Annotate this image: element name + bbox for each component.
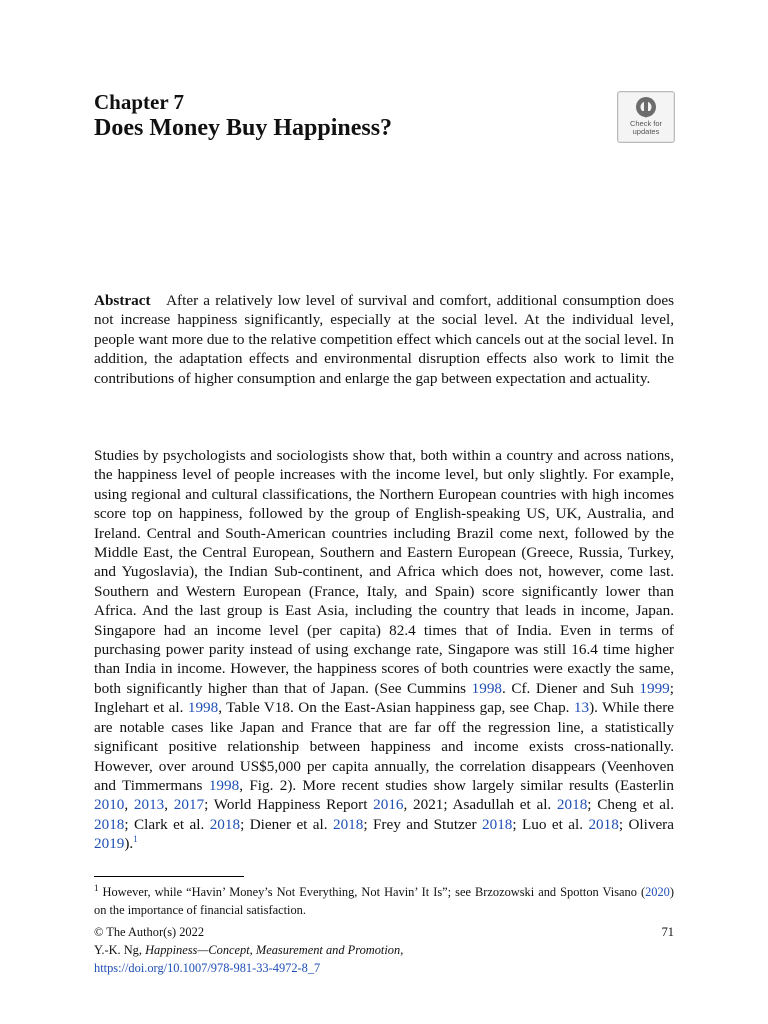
copyright-footer: [94, 923, 674, 977]
body-paragraph: Studies by psychologists and sociologists show that, both within a country and across nations, the happiness level of people increases with the income level, but only slightly. For example, using regional and cultural classifications, the Northern European countries with high incomes score top on happiness, followed by the group of English-speaking US, UK, Australia, and Ireland. Central and South-American countries including Brazil come next, followed by the Middle East, the Central European, Southern and Eastern European (Greece, Russia, Turkey, and Yugoslavia), the Indian Sub-continent, and Africa which does not, however, come last. Southern and Western European (France, Italy, and Spain) score significantly lower than Africa. And the last group is East Asia, including the country that leads in income, Japan. Singapore had an income level (per capita) 82.4 times that of India. Even in terms of purchasing power parity instead of using exchange rate, Singapore was still 16.4 time higher than India in income. However, the happiness scores of both countries were exactly the same, both significantly higher than that of Japan. (See Cummins 1998. Cf. Diener and Suh 1999; Inglehart et al. 1998, Table V18. On the East-Asian happiness gap, see Chap. 13). While there are notable cases like Japan and France that are far off the regression line, a statistically significant positive relationship between happiness and income exists cross-nationally. However, over around US$5,000 per capita annually, the correlation disappears (Veenhoven and Timmermans 1998, Fig. 2). More recent studies show largely similar results (Easterlin 2010, 2013, 2017; World Happiness Report 2016, 2021; Asadullah et al. 2018; Cheng et al. 2018; Clark et al. 2018; Diener et al. 2018; Frey and Stutzer 2018; Luo et al. 2018; Olivera 2019).$^1$: [94, 447, 675, 853]
footnote-number: 1: [94, 882, 99, 893]
citation-link[interactable]: 2017: [173, 796, 205, 814]
footnote: $^1$ However, while “Havin’ Money’s Not Everything, Not Havin’ It Is”; see Brzozowski and Spotton Visano (2020) on the importance of financial satisfaction.: [94, 882, 674, 917]
citation-link[interactable]: 2018: [482, 815, 513, 833]
badge-label: Check for updates: [629, 119, 663, 136]
citation-link[interactable]: 1998: [208, 776, 240, 794]
abstract-text: After a relatively low level of survival and comfort, additional consumption does not increase happiness significantly, especially at the social level. At the individual level, people want more due to the relative competition effect which cancels out at the social level. In addition, the adaptation effects and environmental disruption effects also work to limit the contributions of higher consumption and enlarge the gap between expectation and actuality.: [94, 292, 674, 387]
citation-link[interactable]: 2018: [209, 815, 241, 833]
abstract-label: Abstract: [94, 292, 151, 309]
book-title: Happiness—Concept, Measurement and Promotion: [145, 943, 401, 957]
page-number: 71: [661, 925, 674, 939]
citation-link[interactable]: 2018: [332, 815, 364, 833]
citation-link[interactable]: 2020: [645, 885, 670, 899]
doi-link[interactable]: https://doi.org/10.1007/978-981-33-4972-8_7: [94, 961, 321, 975]
check-for-updates-badge[interactable]: [617, 91, 675, 143]
footnote-divider: [94, 876, 244, 877]
citation-link[interactable]: 2013: [133, 796, 165, 814]
citation-link[interactable]: 2018: [588, 815, 619, 833]
citation-line: Y.-K. Ng, Happiness—Concept, Measurement and Promotion,: [94, 943, 404, 957]
citation-link[interactable]: 2018: [556, 796, 588, 814]
footnote-marker-link[interactable]: 1: [133, 834, 138, 845]
citation-link[interactable]: 1999: [639, 679, 670, 697]
citation-link[interactable]: 2010: [94, 796, 125, 814]
abstract: [94, 291, 674, 388]
citation-link[interactable]: 2018: [94, 815, 125, 833]
check-updates-icon: [635, 96, 657, 120]
chapter-title: Does Money Buy Happiness?: [94, 115, 393, 141]
citation-link[interactable]: 2016: [373, 796, 404, 814]
chapter-label: Chapter 7: [94, 90, 185, 114]
citation-link[interactable]: 1998: [471, 679, 502, 697]
citation-link[interactable]: 2019: [94, 835, 125, 853]
chapter-link[interactable]: 13: [573, 699, 590, 717]
citation-link[interactable]: 1998: [187, 699, 219, 717]
copyright-line: © The Author(s) 2022: [94, 925, 205, 939]
